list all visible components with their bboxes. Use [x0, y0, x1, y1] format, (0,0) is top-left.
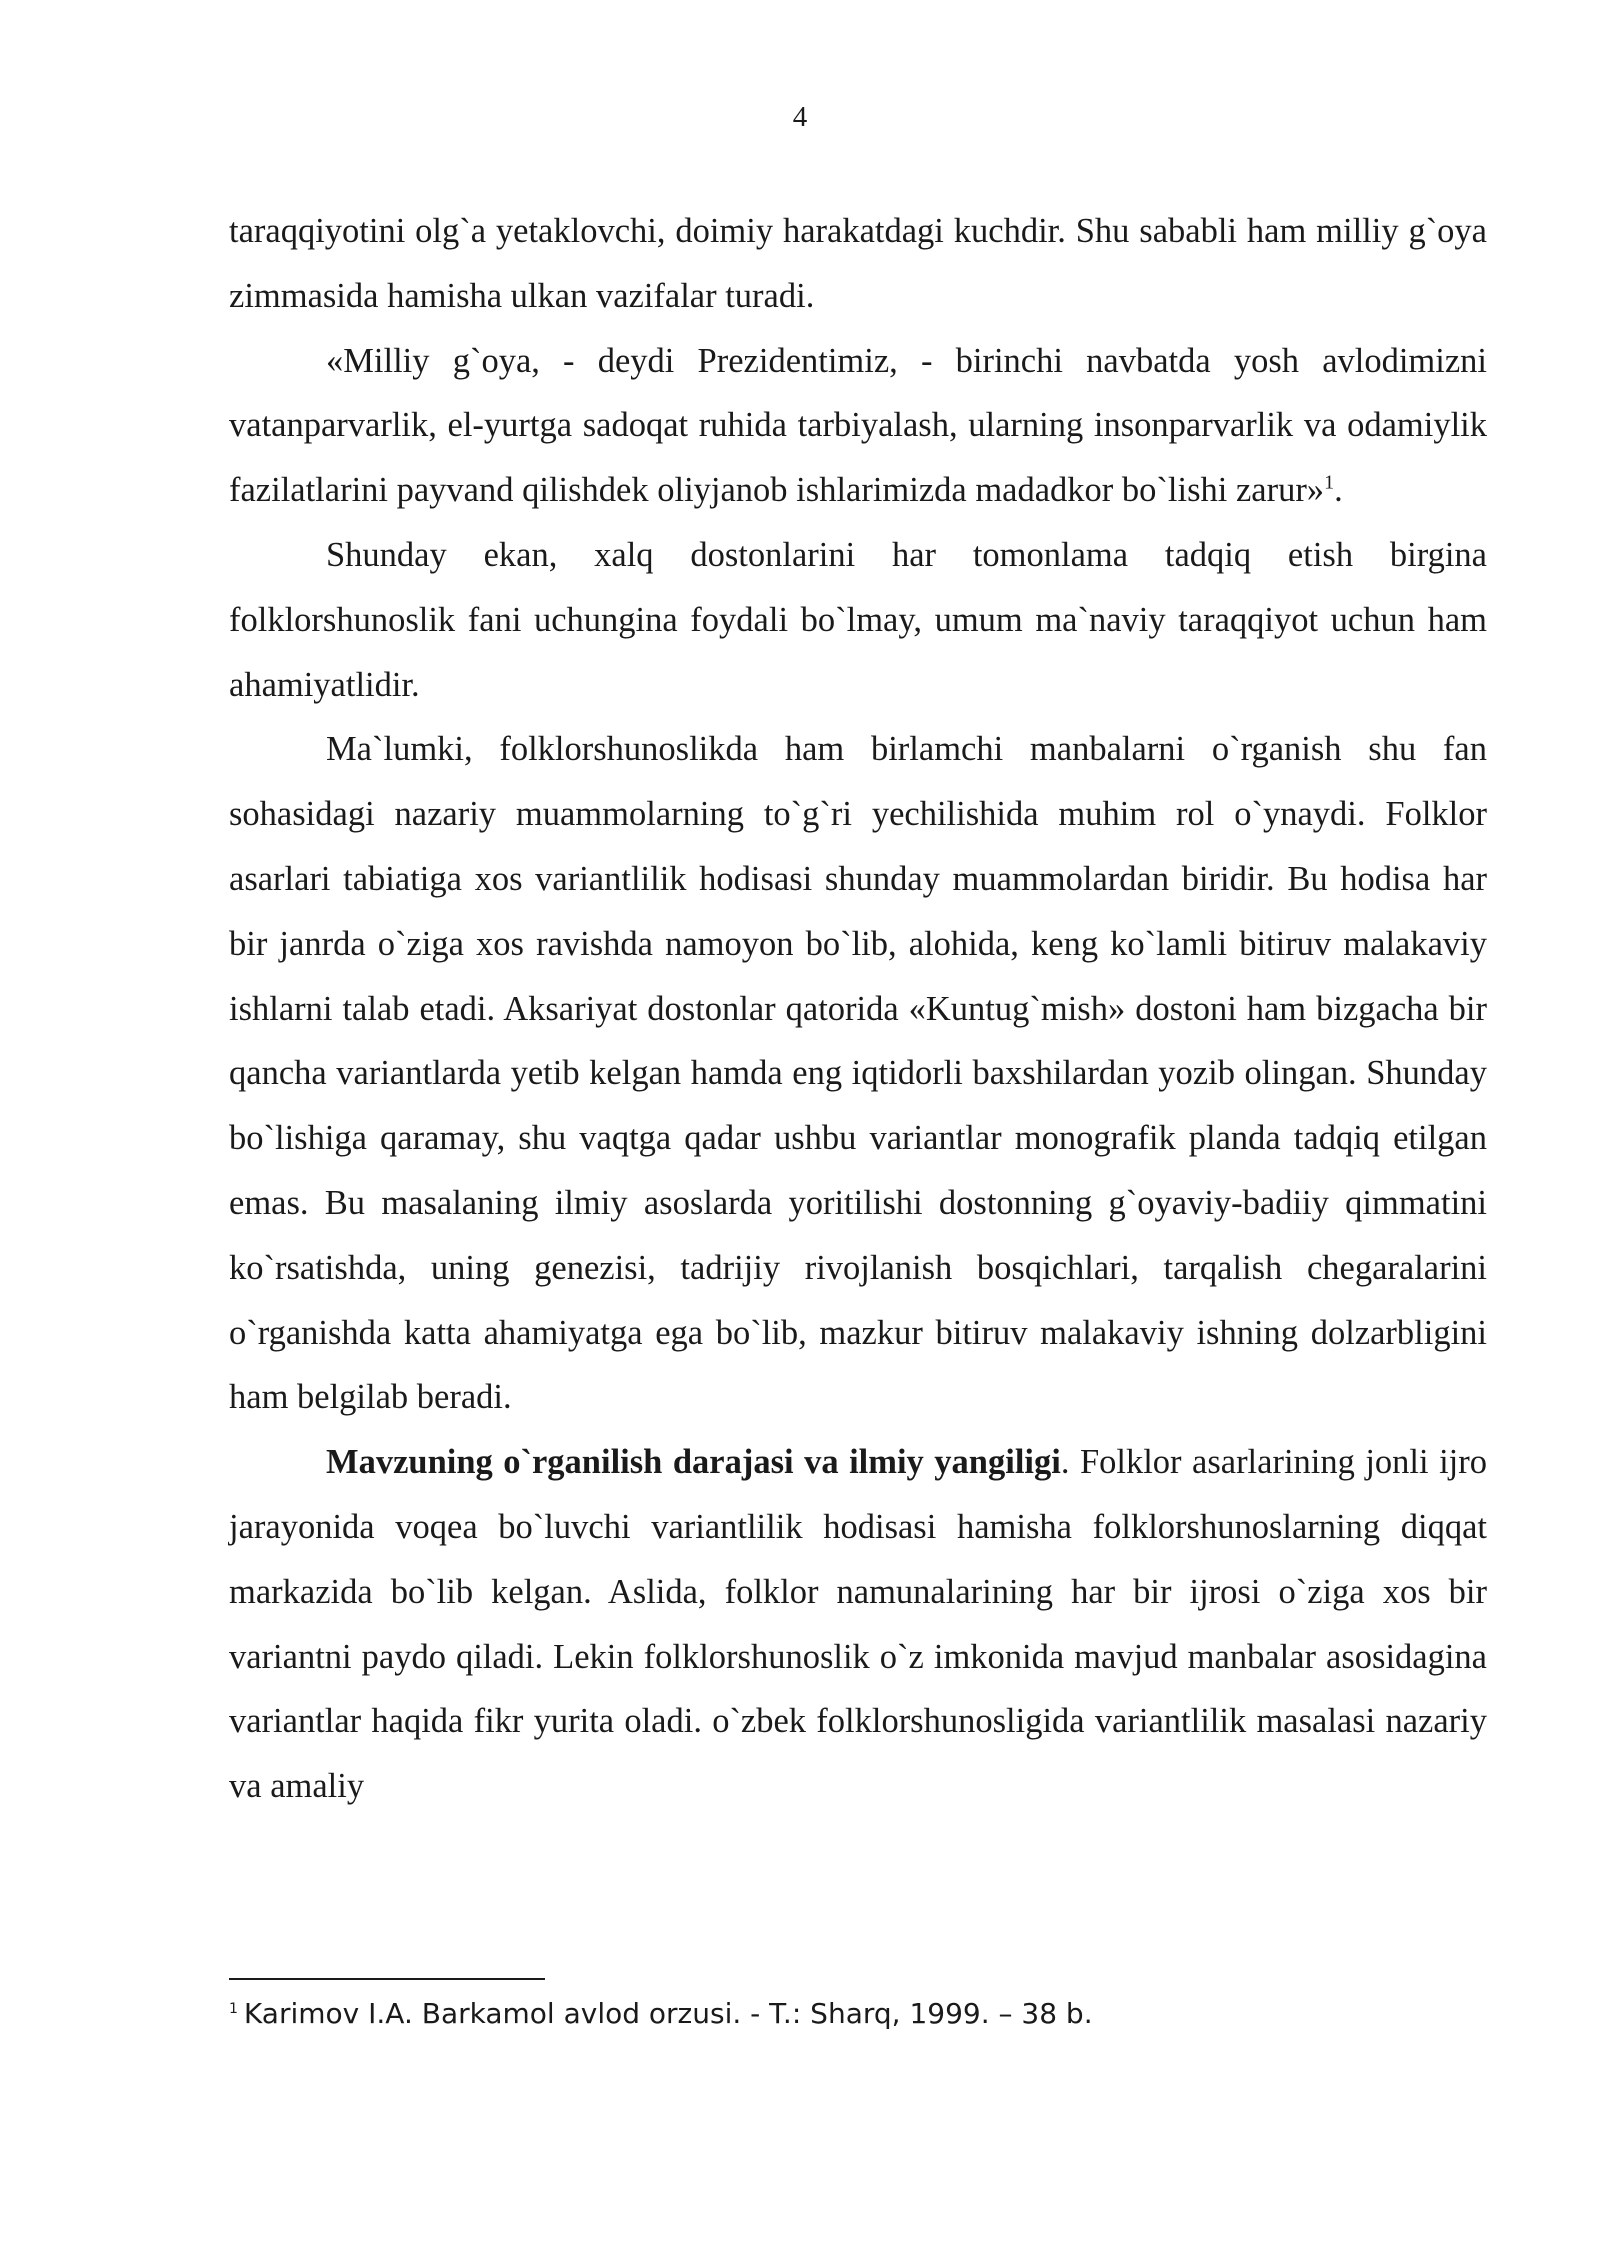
footnote-divider [229, 1978, 545, 1980]
paragraph-text: «Milliy g`oya, - deydi Prezidentimiz, - birinchi navbatda yosh avlodimizni vatanparvarlik, el-yurtga sadoqat ruhida tarbiyalash, ularning insonparvarlik va odamiylik fazilatlarini payvand qilishdek oliyjanob ishlarimizda madadkor bo`lishi zarur» [229, 341, 1487, 510]
paragraph-text: taraqqiyotini olg`a yetaklovchi, doimiy harakatdagi kuchdir. Shu sababli ham milliy g`oya zimmasida hamisha ulkan vazifalar turadi. [229, 212, 1487, 315]
footnote [229, 1994, 1487, 2034]
section-heading: Mavzuning o`rganilish darajasi va ilmiy yangiligi [326, 1443, 1061, 1482]
body-text [229, 199, 1487, 1819]
footnote-text: Karimov I.A. Barkamol avlod orzusi. - T.: Sharq, 1999. – 38 b. [243, 1997, 1093, 2030]
paragraph [229, 523, 1487, 717]
paragraph [229, 717, 1487, 1430]
paragraph-text: Shunday ekan, xalq dostonlarini har tomonlama tadqiq etish birgina folklorshunoslik fani uchungina foydali bo`lmay, umum ma`naviy taraqqiyot uchun ham ahamiyatlidir. [229, 535, 1487, 704]
paragraph-with-heading [229, 1430, 1487, 1819]
footnote-mark: 1 [229, 2000, 238, 2017]
paragraph-text: Ma`lumki, folklorshunoslikda ham birlamchi manbalarni o`rganish shu fan sohasidagi nazariy muammolarning to`g`ri yechilishida muhim rol o`ynaydi. Folklor asarlari tabiatiga xos variantlilik hodisasi shunday muammolardan biridir. Bu hodisa har bir janrda o`ziga xos ravishda namoyon bo`lib, alohida, keng ko`lamli bitiruv malakaviy ishlarni talab etadi. Aksariyat dostonlar qatorida «Kuntug`mish» dostoni ham bizgacha bir qancha variantlarda yetib kelgan hamda eng iqtidorli baxshilardan yozib olingan. Shunday bo`lishiga qaramay, shu vaqtga qadar ushbu variantlar monografik planda tadqiq etilgan emas. Bu masalaning ilmiy asoslarda yoritilishi dostonning g`oyaviy-badiiy qimmatini ko`rsatishda, uning genezisi, tadrijiy rivojlanish bosqichlari, tarqalish chegaralarini o`rganishda katta ahamiyatga ega bo`lib, mazkur bitiruv malakaviy ishning dolzarbligini ham belgilab beradi. [229, 730, 1487, 1417]
paragraph-quote [229, 329, 1487, 523]
page-number: 4 [792, 101, 808, 133]
paragraph-text: . Folklor asarlarining jonli ijro jarayonida voqea bo`luvchi variantlilik hodisasi hamisha folklorshunoslarning diqqat markazida bo`lib kelgan. Aslida, folklor namunalarining har bir ijrosi o`ziga xos bir variantni paydo qiladi. Lekin folklorshunoslik o`z imkonida mavjud manbalar asosidagina variantlar haqida fikr yurita oladi. o`zbek folklorshunosligida variantlilik masalasi nazariy va amaliy [229, 1443, 1487, 1806]
paragraph-tail: . [1334, 471, 1343, 510]
footnote-reference[interactable]: 1 [1324, 471, 1335, 494]
paragraph-continuation [229, 199, 1487, 329]
